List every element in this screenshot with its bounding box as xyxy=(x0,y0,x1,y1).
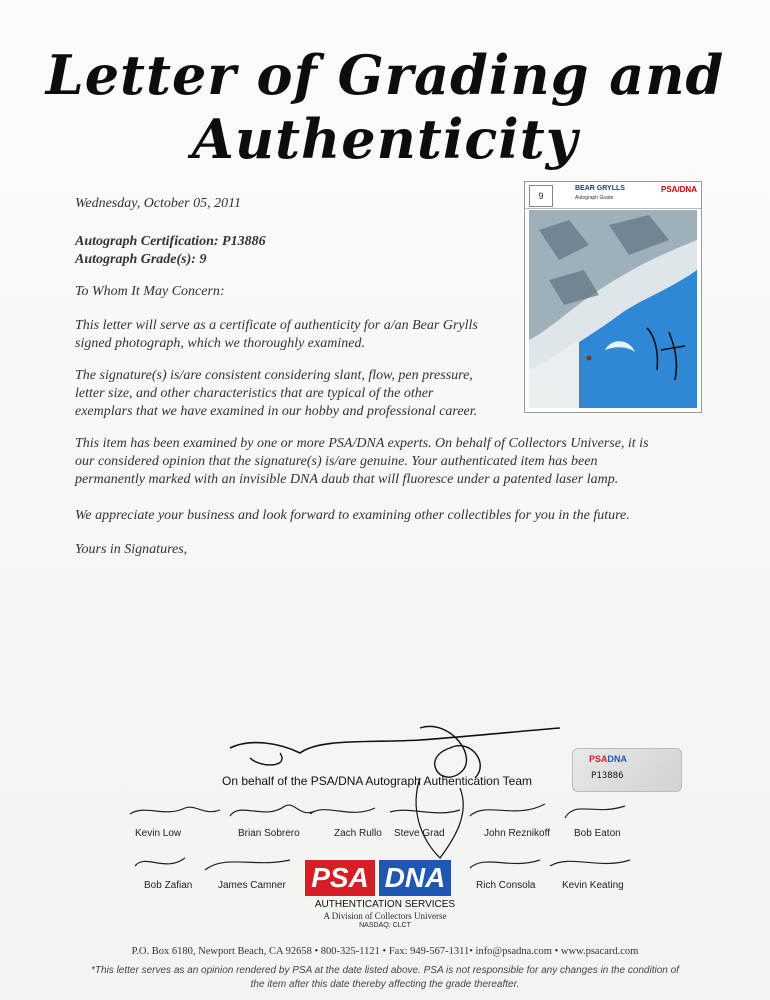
signer-name: Zach Rullo xyxy=(334,828,382,839)
slab-label xyxy=(525,182,701,209)
para2-line3: exemplars that we have examined in our hobby and professional career. xyxy=(75,404,478,419)
team-behalf: On behalf of the PSA/DNA Autograph Authentication Team xyxy=(222,774,532,788)
letter-date: Wednesday, October 05, 2011 xyxy=(75,196,242,211)
signer-name: James Camner xyxy=(218,880,286,891)
para3-line1: This item has been examined by one or more PSA/DNA experts. On behalf of Collectors Universe, it is xyxy=(75,436,649,451)
signatures-row-1 xyxy=(125,796,645,828)
para3-line2: our considered opinion that the signature(s) is/are genuine. Your authenticated item has been xyxy=(75,454,598,469)
signer-name: Kevin Keating xyxy=(562,880,624,891)
signer-name: John Reznikoff xyxy=(484,828,550,839)
para2-line1: The signature(s) is/are consistent considering slant, flow, pen pressure, xyxy=(75,368,473,383)
signer-name: Bob Zafian xyxy=(144,880,193,891)
psa-dna-logo xyxy=(305,860,451,896)
nasdaq-text: NASDAQ: CLCT xyxy=(359,922,411,929)
auth-services: AUTHENTICATION SERVICES xyxy=(314,899,456,910)
cert-number: Autograph Certification: P13886 xyxy=(75,234,266,249)
autograph-grade: Autograph Grade(s): 9 xyxy=(75,252,207,267)
title-line-1: Letter of Grading and xyxy=(45,43,725,107)
closing: Yours in Signatures, xyxy=(75,542,188,557)
slab-name: BEAR GRYLLS xyxy=(575,185,625,192)
graded-photo xyxy=(524,181,702,413)
paraglider-photo xyxy=(529,210,697,408)
division-text: A Division of Collectors Universe xyxy=(323,911,447,921)
title-line-2: Authenticity xyxy=(191,107,579,171)
signer-name: Rich Consola xyxy=(476,880,536,891)
para2-line2: letter size, and other characteristics that are typical of the other xyxy=(75,386,434,401)
para1-line2: signed photograph, which we thoroughly examined. xyxy=(75,336,365,351)
footer-address: P.O. Box 6180, Newport Beach, CA 92658 • 800-325-1121 • Fax: 949-567-1311• info@psadna.com • www.psacard.com xyxy=(131,946,639,957)
dna-logo-text: DNA xyxy=(379,860,451,896)
slab-subtitle: Autograph Grade xyxy=(575,195,614,201)
disclaimer-line-1: *This letter serves as an opinion rendered by PSA at the date listed above. PSA is not responsible for any changes in the condition of xyxy=(91,965,679,976)
disclaimer-line-2: the item after this date thereby affecting the grade thereafter. xyxy=(250,979,520,990)
psa-logo-text: PSA xyxy=(305,860,375,896)
signer-name: Kevin Low xyxy=(135,828,182,839)
slab-logo: PSA/DNA xyxy=(660,185,697,194)
hologram-cert: P13886 xyxy=(591,771,624,781)
salutation: To Whom It May Concern: xyxy=(75,284,225,299)
hologram-logo: PSADNA xyxy=(589,754,628,764)
hologram-sticker xyxy=(572,748,682,792)
para3-line3: permanently marked with an invisible DNA daub that will fluoresce under a patented laser lamp. xyxy=(75,472,619,487)
signer-name: Brian Sobrero xyxy=(238,828,300,839)
signer-name: Steve Grad xyxy=(394,828,445,839)
large-signature xyxy=(220,718,570,868)
signer-name: Bob Eaton xyxy=(574,828,621,839)
para4: We appreciate your business and look forward to examining other collectibles for you in the future. xyxy=(75,508,630,523)
slab-grade: 9 xyxy=(529,185,553,207)
para1-line1: This letter will serve as a certificate of authenticity for a/an Bear Grylls xyxy=(75,318,478,333)
